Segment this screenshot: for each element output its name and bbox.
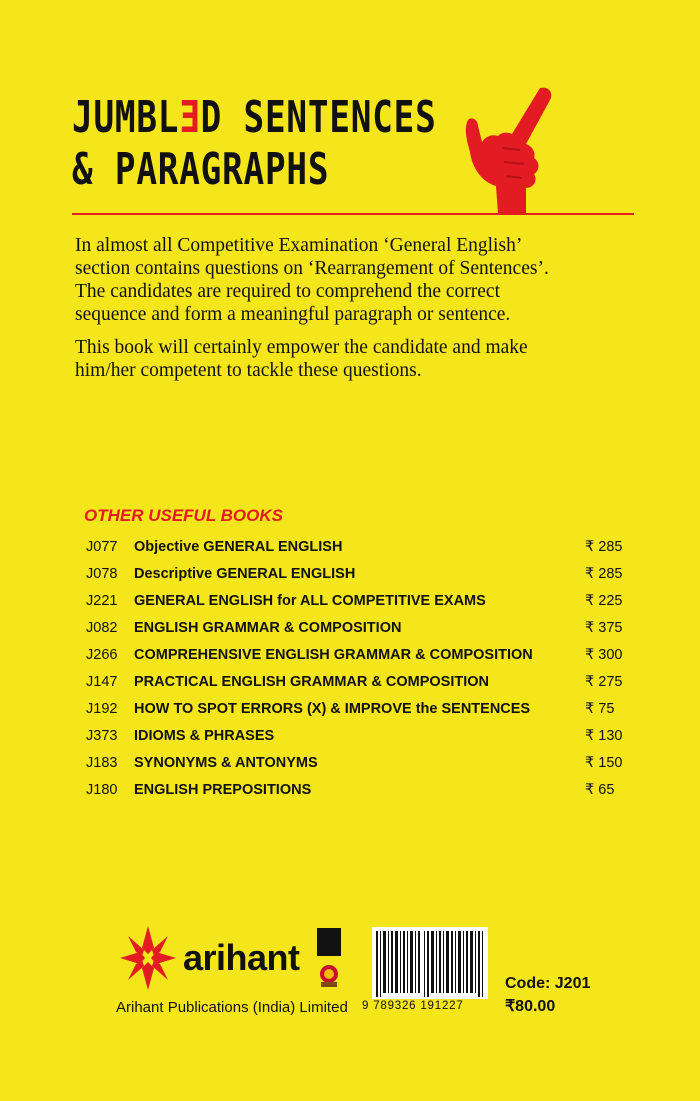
book-price: ₹ 150 bbox=[585, 755, 623, 771]
intro-paragraph-2: This book will certainly empower the candidate and make him/her competent to tackle these questions. bbox=[75, 337, 528, 381]
book-title-text: GENERAL ENGLISH for ALL COMPETITIVE EXAMS bbox=[134, 593, 486, 609]
pointing-hand-icon bbox=[462, 86, 572, 216]
book-title-text: COMPREHENSIVE ENGLISH GRAMMAR & COMPOSITION bbox=[134, 647, 533, 663]
book-title-text: SYNONYMS & ANTONYMS bbox=[134, 755, 318, 771]
book-row bbox=[86, 671, 630, 698]
book-code: J373 bbox=[86, 728, 118, 744]
book-row bbox=[86, 590, 630, 617]
title-part-b: D SENTENCES bbox=[200, 92, 437, 143]
title-red-letter: E bbox=[179, 92, 201, 143]
book-title-text: Objective GENERAL ENGLISH bbox=[134, 539, 343, 555]
title-part-a: JUMBL bbox=[72, 92, 180, 143]
book-title bbox=[72, 92, 437, 196]
book-code: J082 bbox=[86, 620, 118, 636]
book-row bbox=[86, 698, 630, 725]
title-divider bbox=[72, 213, 634, 215]
book-code: J183 bbox=[86, 755, 118, 771]
book-price: ₹ 300 bbox=[585, 647, 623, 663]
book-title-text: ENGLISH PREPOSITIONS bbox=[134, 782, 312, 798]
book-row bbox=[86, 563, 630, 590]
book-price: ₹ 130 bbox=[585, 728, 623, 744]
barcode-icon bbox=[372, 927, 488, 999]
book-code: J147 bbox=[86, 674, 118, 690]
book-price: ₹ 225 bbox=[585, 593, 623, 609]
title-line-1 bbox=[72, 92, 437, 144]
book-price: ₹ 275 bbox=[585, 674, 623, 690]
seal-icon bbox=[317, 928, 341, 956]
book-row bbox=[86, 725, 630, 752]
book-title-text: HOW TO SPOT ERRORS (X) & IMPROVE the SENTENCES bbox=[134, 701, 531, 717]
book-price: ₹ 75 bbox=[585, 701, 615, 717]
publisher-name: Arihant Publications (India) Limited bbox=[116, 999, 348, 1016]
book-title-text: IDIOMS & PHRASES bbox=[134, 728, 275, 744]
book-row bbox=[86, 644, 630, 671]
book-price: ₹ 375 bbox=[585, 620, 623, 636]
book-code: J221 bbox=[86, 593, 118, 609]
book-row bbox=[86, 752, 630, 779]
other-books-list bbox=[86, 536, 630, 806]
intro-paragraph-1: In almost all Competitive Examination ‘General English’ section contains questions on ‘Rearrangement of Sentences’. The candidates are required to comprehend the correct sequence and form a meaningful paragraph or sentence. bbox=[75, 235, 549, 325]
book-price: ₹ 285 bbox=[585, 566, 623, 582]
book-code: J078 bbox=[86, 566, 118, 582]
book-row bbox=[86, 617, 630, 644]
book-row bbox=[86, 536, 630, 563]
title-line-2: & PARAGRAPHS bbox=[72, 144, 330, 195]
book-code-label: Code: J201 bbox=[505, 975, 591, 992]
book-price: ₹ 285 bbox=[585, 539, 623, 555]
brand-name: arihant bbox=[183, 937, 300, 978]
book-row bbox=[86, 779, 630, 806]
book-code: J266 bbox=[86, 647, 118, 663]
book-code: J192 bbox=[86, 701, 118, 717]
book-title-text: PRACTICAL ENGLISH GRAMMAR & COMPOSITION bbox=[134, 674, 489, 690]
book-code: J180 bbox=[86, 782, 118, 798]
other-books-heading: OTHER USEFUL BOOKS bbox=[84, 506, 283, 525]
book-price: ₹ 65 bbox=[585, 782, 615, 798]
book-title-text: Descriptive GENERAL ENGLISH bbox=[134, 566, 356, 582]
intro-text bbox=[75, 234, 575, 392]
book-title-text: ENGLISH GRAMMAR & COMPOSITION bbox=[134, 620, 402, 636]
book-code: J077 bbox=[86, 539, 118, 555]
book-price-label: ₹80.00 bbox=[505, 998, 556, 1015]
seal-icon bbox=[317, 962, 341, 988]
isbn-number: 9 789326 191227 bbox=[362, 1000, 464, 1012]
arihant-flower-logo-icon bbox=[118, 922, 178, 992]
